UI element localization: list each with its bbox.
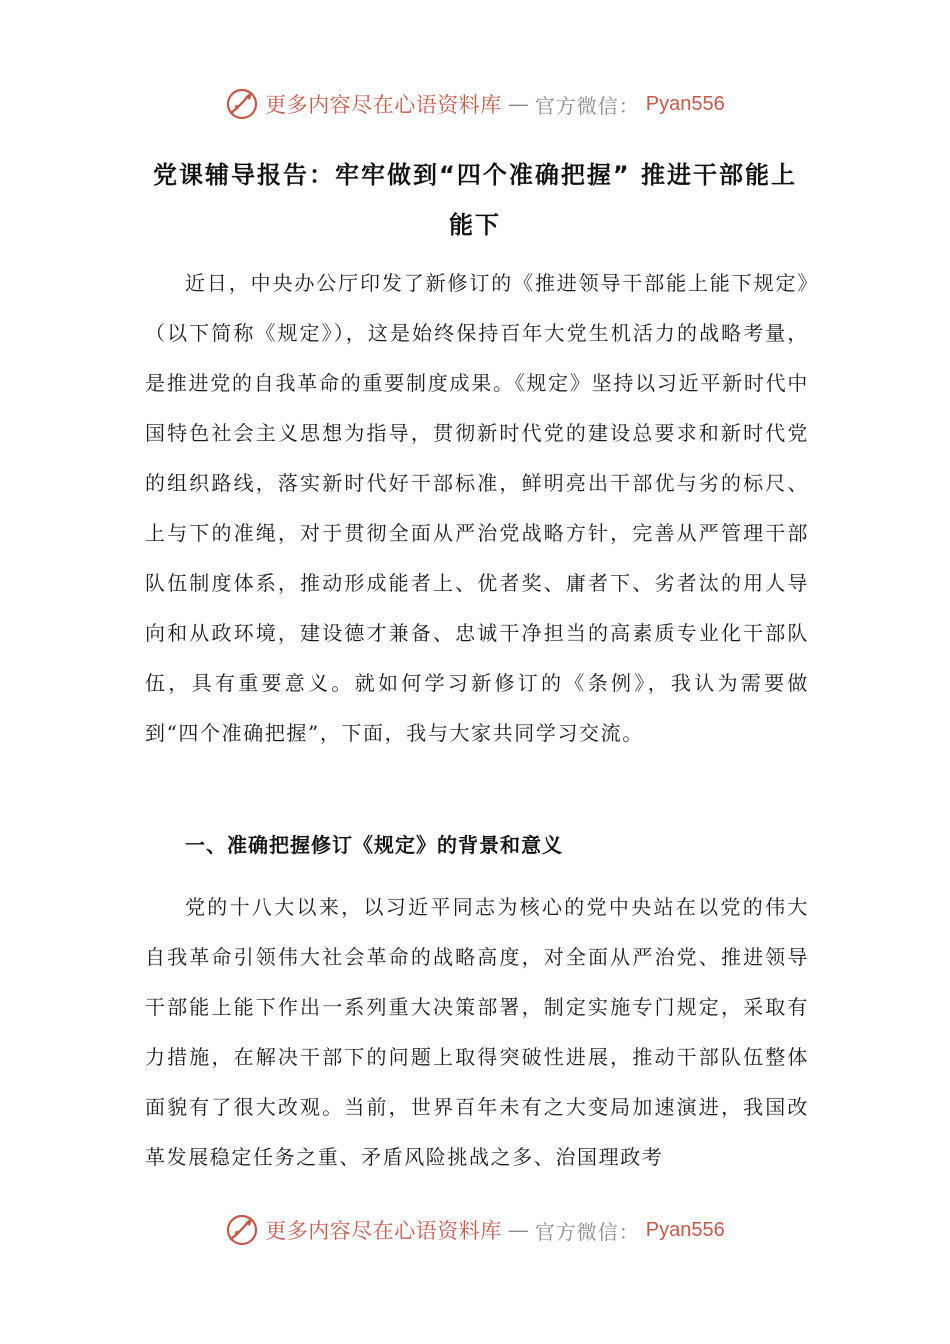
banner-slogan: 更多内容尽在心语资料库 <box>265 1219 502 1243</box>
header-banner <box>0 82 950 126</box>
body-paragraph: 党的十八大以来，以习近平同志为核心的党中央站在以党的伟大自我革命引领伟大社会革命的战略高度，对全面从严治党、推进领导干部能上能下作出一系列重大决策部署，制定实施专门规定，采取有力措施，在解决干部下的问题上取得突破性进展，推动干部队伍整体面貌有了很大改观。当前，世界百年未有之大变局加速演进，我国改革发展稳定任务之重、矛盾风险挑战之多、治国理政考 <box>145 895 809 1169</box>
section-heading: 一、准确把握修订《规定》的背景和意义 <box>185 833 563 857</box>
banner-dash: — <box>507 1218 529 1242</box>
pen-nib-logo-icon <box>225 87 259 121</box>
banner-wechat-label: 官方微信： <box>534 93 640 118</box>
banner-wechat-id: Pyan556 <box>645 1218 725 1241</box>
banner-wechat-label: 官方微信： <box>534 1219 640 1244</box>
intro-paragraph: 近日，中央办公厅印发了新修订的《推进领导干部能上能下规定》（以下简称《规定》），这是始终保持百年大党生机活力的战略考量，是推进党的自我革命的重要制度成果。《规定》坚持以习近平新时代中国特色社会主义思想为指导，贯彻新时代党的建设总要求和新时代党的组织路线，落实新时代好干部标准，鲜明亮出干部优与劣的标尺、上与下的准绳，对于贯彻全面从严治党战略方针，完善从严管理干部队伍制度体系，推动形成能者上、优者奖、庸者下、劣者汰的用人导向和从政环境，建设德才兼备、忠诚干净担当的高素质专业化干部队伍，具有重要意义。就如何学习新修订的《条例》，我认为需要做到“四个准确把握”，下面，我与大家共同学习交流。 <box>145 271 809 745</box>
banner-dash: — <box>507 92 529 116</box>
banner-wechat-id: Pyan556 <box>645 92 725 115</box>
banner-slogan: 更多内容尽在心语资料库 <box>265 93 502 117</box>
pen-nib-logo-icon <box>225 1213 259 1247</box>
document-title: 党课辅导报告：牢牢做到“四个准确把握” 推进干部能上能下 <box>153 161 797 239</box>
footer-banner <box>0 1208 950 1252</box>
